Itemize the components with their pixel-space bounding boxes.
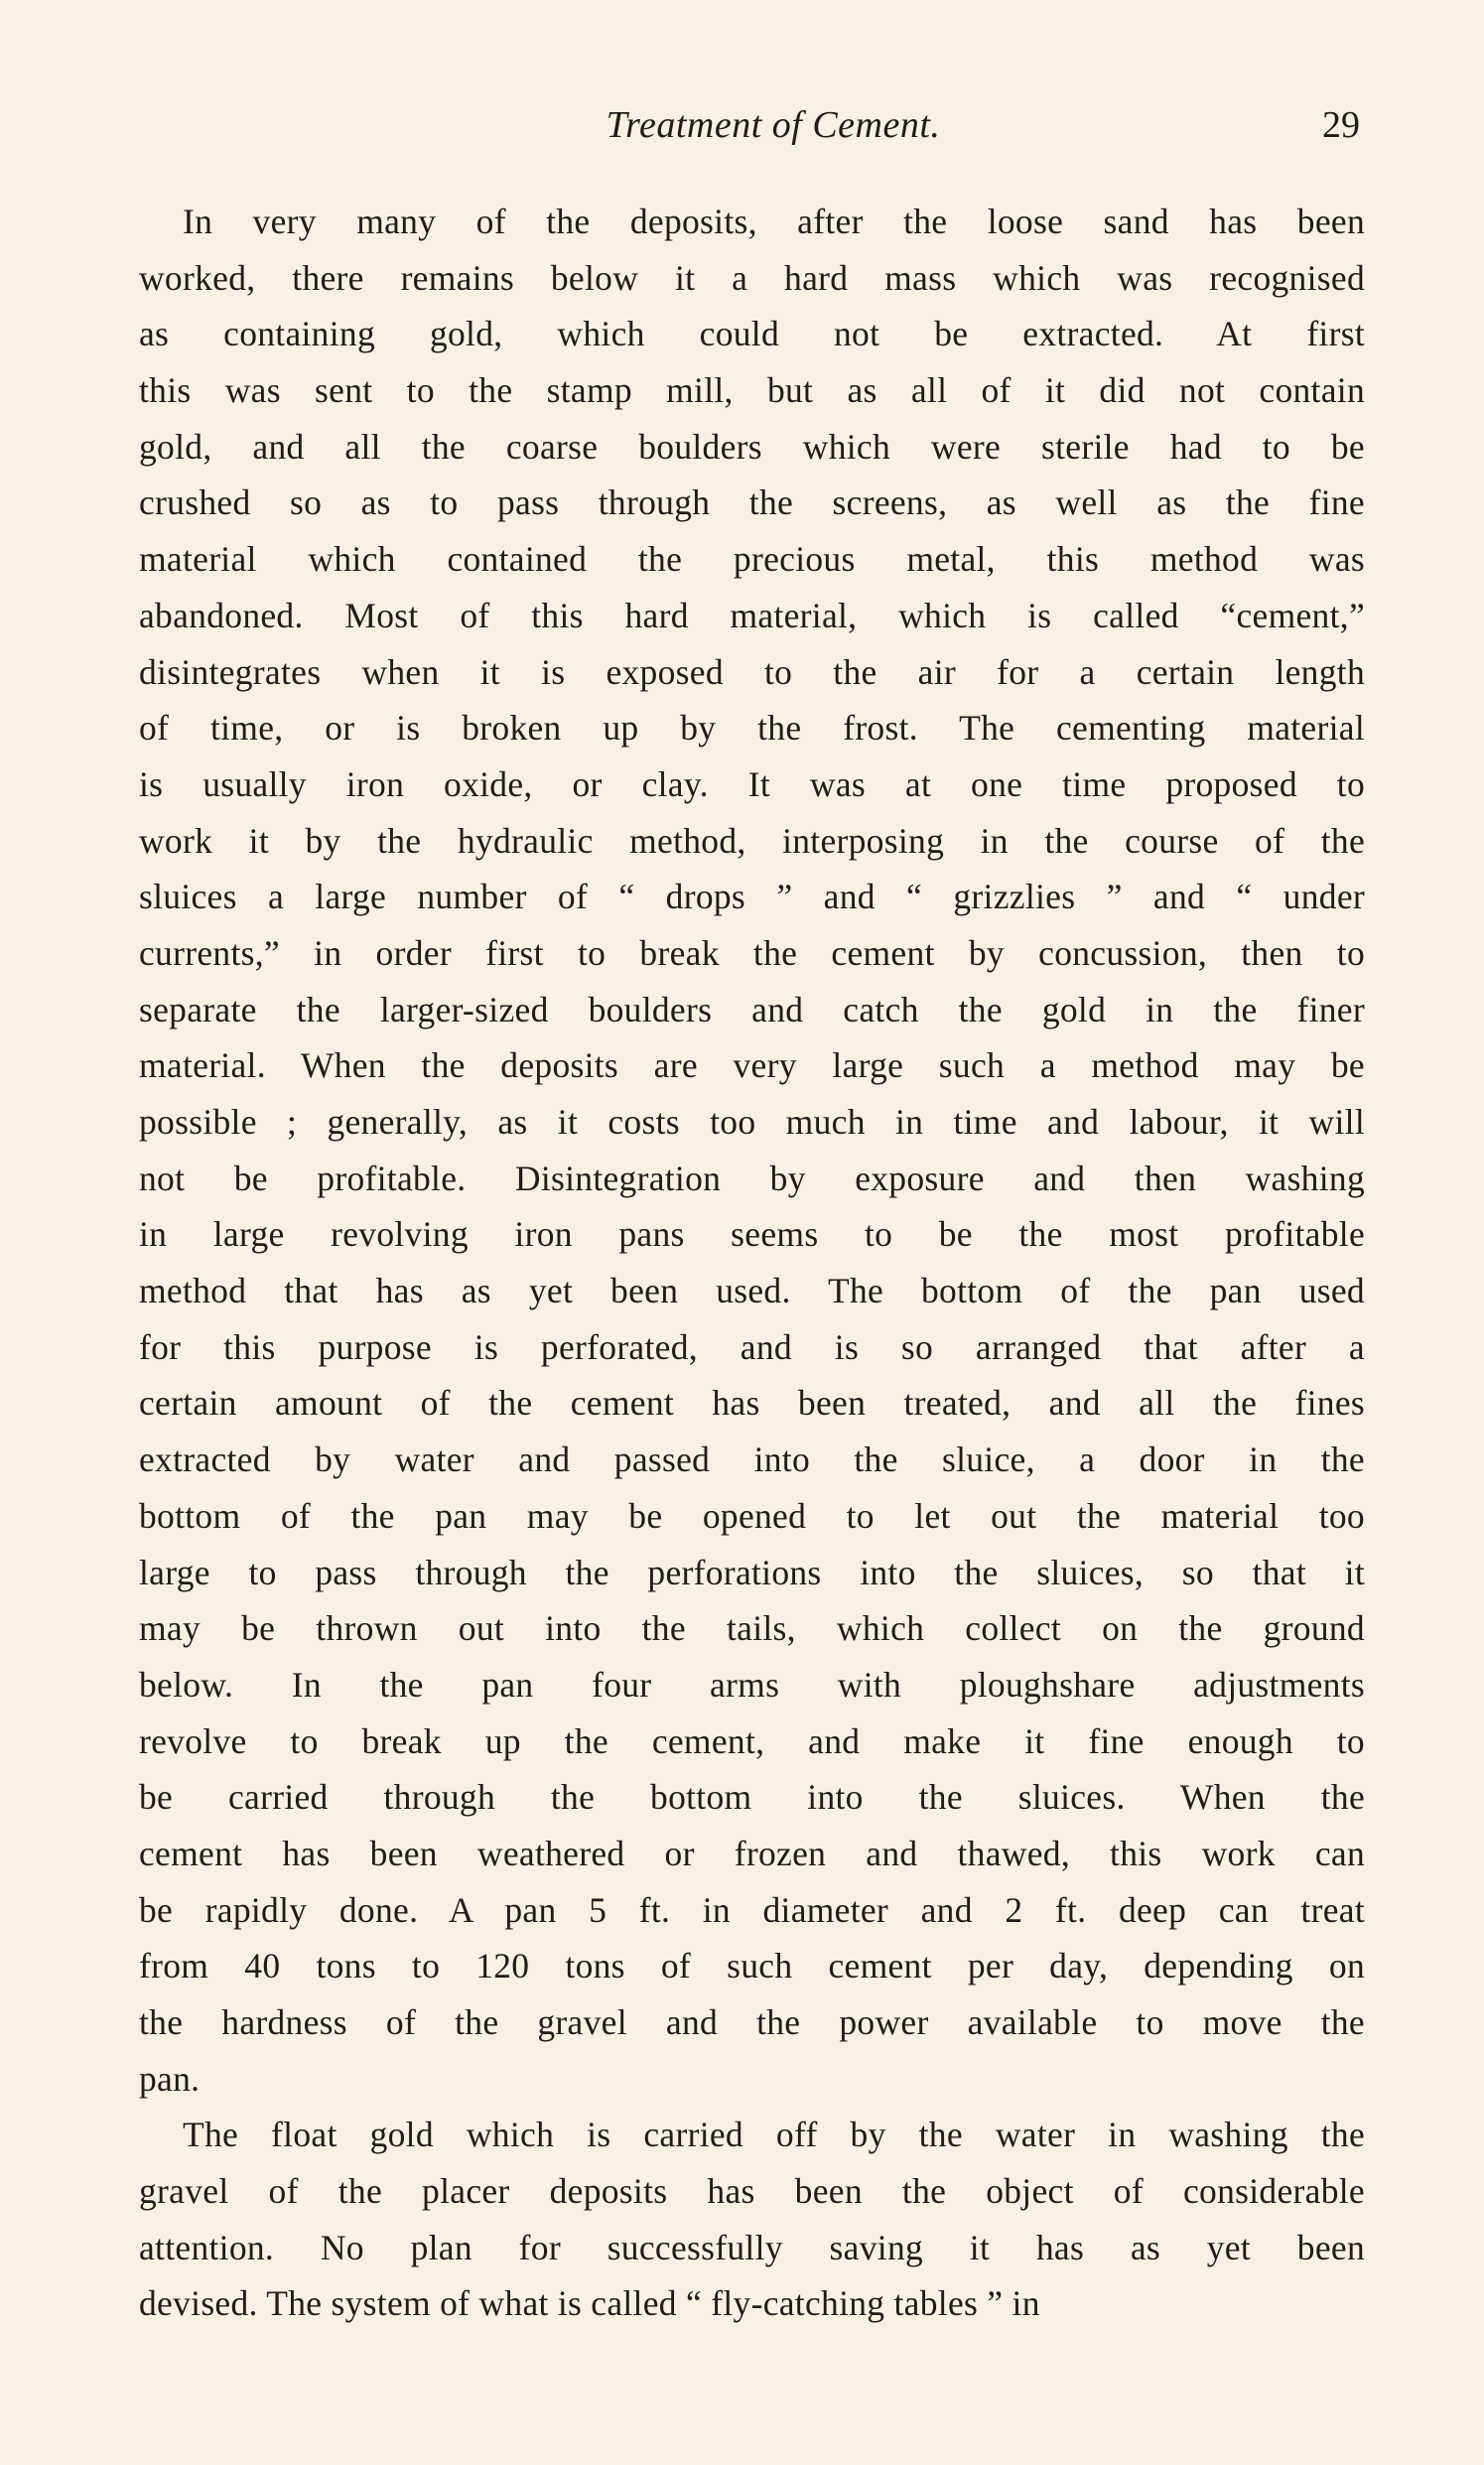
body-text	[139, 194, 1365, 2332]
text-line: abandoned. Most of this hard material, which is called “cement,”	[139, 595, 1365, 635]
text-line: as containing gold, which could not be extracted. At first	[139, 314, 1365, 354]
text-line: gold, and all the coarse boulders which were sterile had to be	[139, 426, 1365, 467]
text-line: large to pass through the perforations into the sluices, so that it	[139, 1552, 1365, 1592]
text-line: attention. No plan for successfully saving it has as yet been	[139, 2227, 1365, 2267]
text-line: this was sent to the stamp mill, but as all of it did not contain	[139, 370, 1365, 411]
text-line: in large revolving iron pans seems to be the most profitable	[139, 1214, 1365, 1255]
text-line: pan.	[139, 2058, 201, 2099]
text-line: separate the larger-sized boulders and catch the gold in the finer	[139, 989, 1365, 1029]
text-line: for this purpose is perforated, and is so arranged that after a	[139, 1326, 1365, 1367]
text-line: revolve to break up the cement, and make it fine enough to	[139, 1720, 1365, 1761]
text-line: is usually iron oxide, or clay. It was at one time proposed to	[139, 763, 1365, 804]
text-line: possible ; generally, as it costs too much in time and labour, it will	[139, 1102, 1365, 1142]
text-line: certain amount of the cement has been treated, and all the fines	[139, 1383, 1365, 1424]
text-line: may be thrown out into the tails, which collect on the ground	[139, 1608, 1365, 1649]
text-line: material. When the deposits are very large such a method may be	[139, 1045, 1365, 1086]
page-number: 29	[1322, 104, 1360, 146]
text-line: material which contained the precious metal, this method was	[139, 539, 1365, 580]
text-line: cement has been weathered or frozen and thawed, this work can	[139, 1833, 1365, 1873]
text-line: gravel of the placer deposits has been the object of considerable	[139, 2171, 1365, 2212]
text-line: from 40 tons to 120 tons of such cement per day, depending on	[139, 1946, 1365, 1986]
text-line: be rapidly done. A pan 5 ft. in diameter and 2 ft. deep can treat	[139, 1889, 1365, 1930]
paragraph	[139, 194, 1365, 2107]
text-line: sluices a large number of “ drops ” and “ grizzlies ” and “ under	[139, 877, 1365, 917]
text-line: the hardness of the gravel and the power available to move the	[139, 2002, 1365, 2042]
text-line: below. In the pan four arms with ploughshare adjustments	[139, 1664, 1365, 1705]
paragraph	[139, 2107, 1365, 2332]
text-line: In very many of the deposits, after the loose sand has been	[183, 202, 1365, 241]
text-line: method that has as yet been used. The bottom of the pan used	[139, 1271, 1365, 1311]
text-line: not be profitable. Disintegration by exposure and then washing	[139, 1158, 1365, 1198]
text-line: extracted by water and passed into the sluice, a door in the	[139, 1439, 1365, 1480]
text-line: currents,” in order first to break the cement by concussion, then to	[139, 932, 1365, 973]
text-line: worked, there remains below it a hard mass which was recognised	[139, 257, 1365, 298]
page-header	[179, 95, 1368, 155]
text-line: of time, or is broken up by the frost. The cementing material	[139, 708, 1365, 749]
text-line: The float gold which is carried off by the water in washing the	[183, 2115, 1365, 2155]
text-line: devised. The system of what is called “ fly-catching tables ” in	[139, 2283, 1040, 2324]
text-line: be carried through the bottom into the sluices. When the	[139, 1777, 1365, 1818]
text-line: work it by the hydraulic method, interposing in the course of the	[139, 820, 1365, 861]
text-line: disintegrates when it is exposed to the air for a certain length	[139, 651, 1365, 692]
running-title: Treatment of Cement.	[606, 104, 941, 146]
text-line: crushed so as to pass through the screens, as well as the fine	[139, 482, 1365, 523]
text-line: bottom of the pan may be opened to let out the material too	[139, 1495, 1365, 1536]
